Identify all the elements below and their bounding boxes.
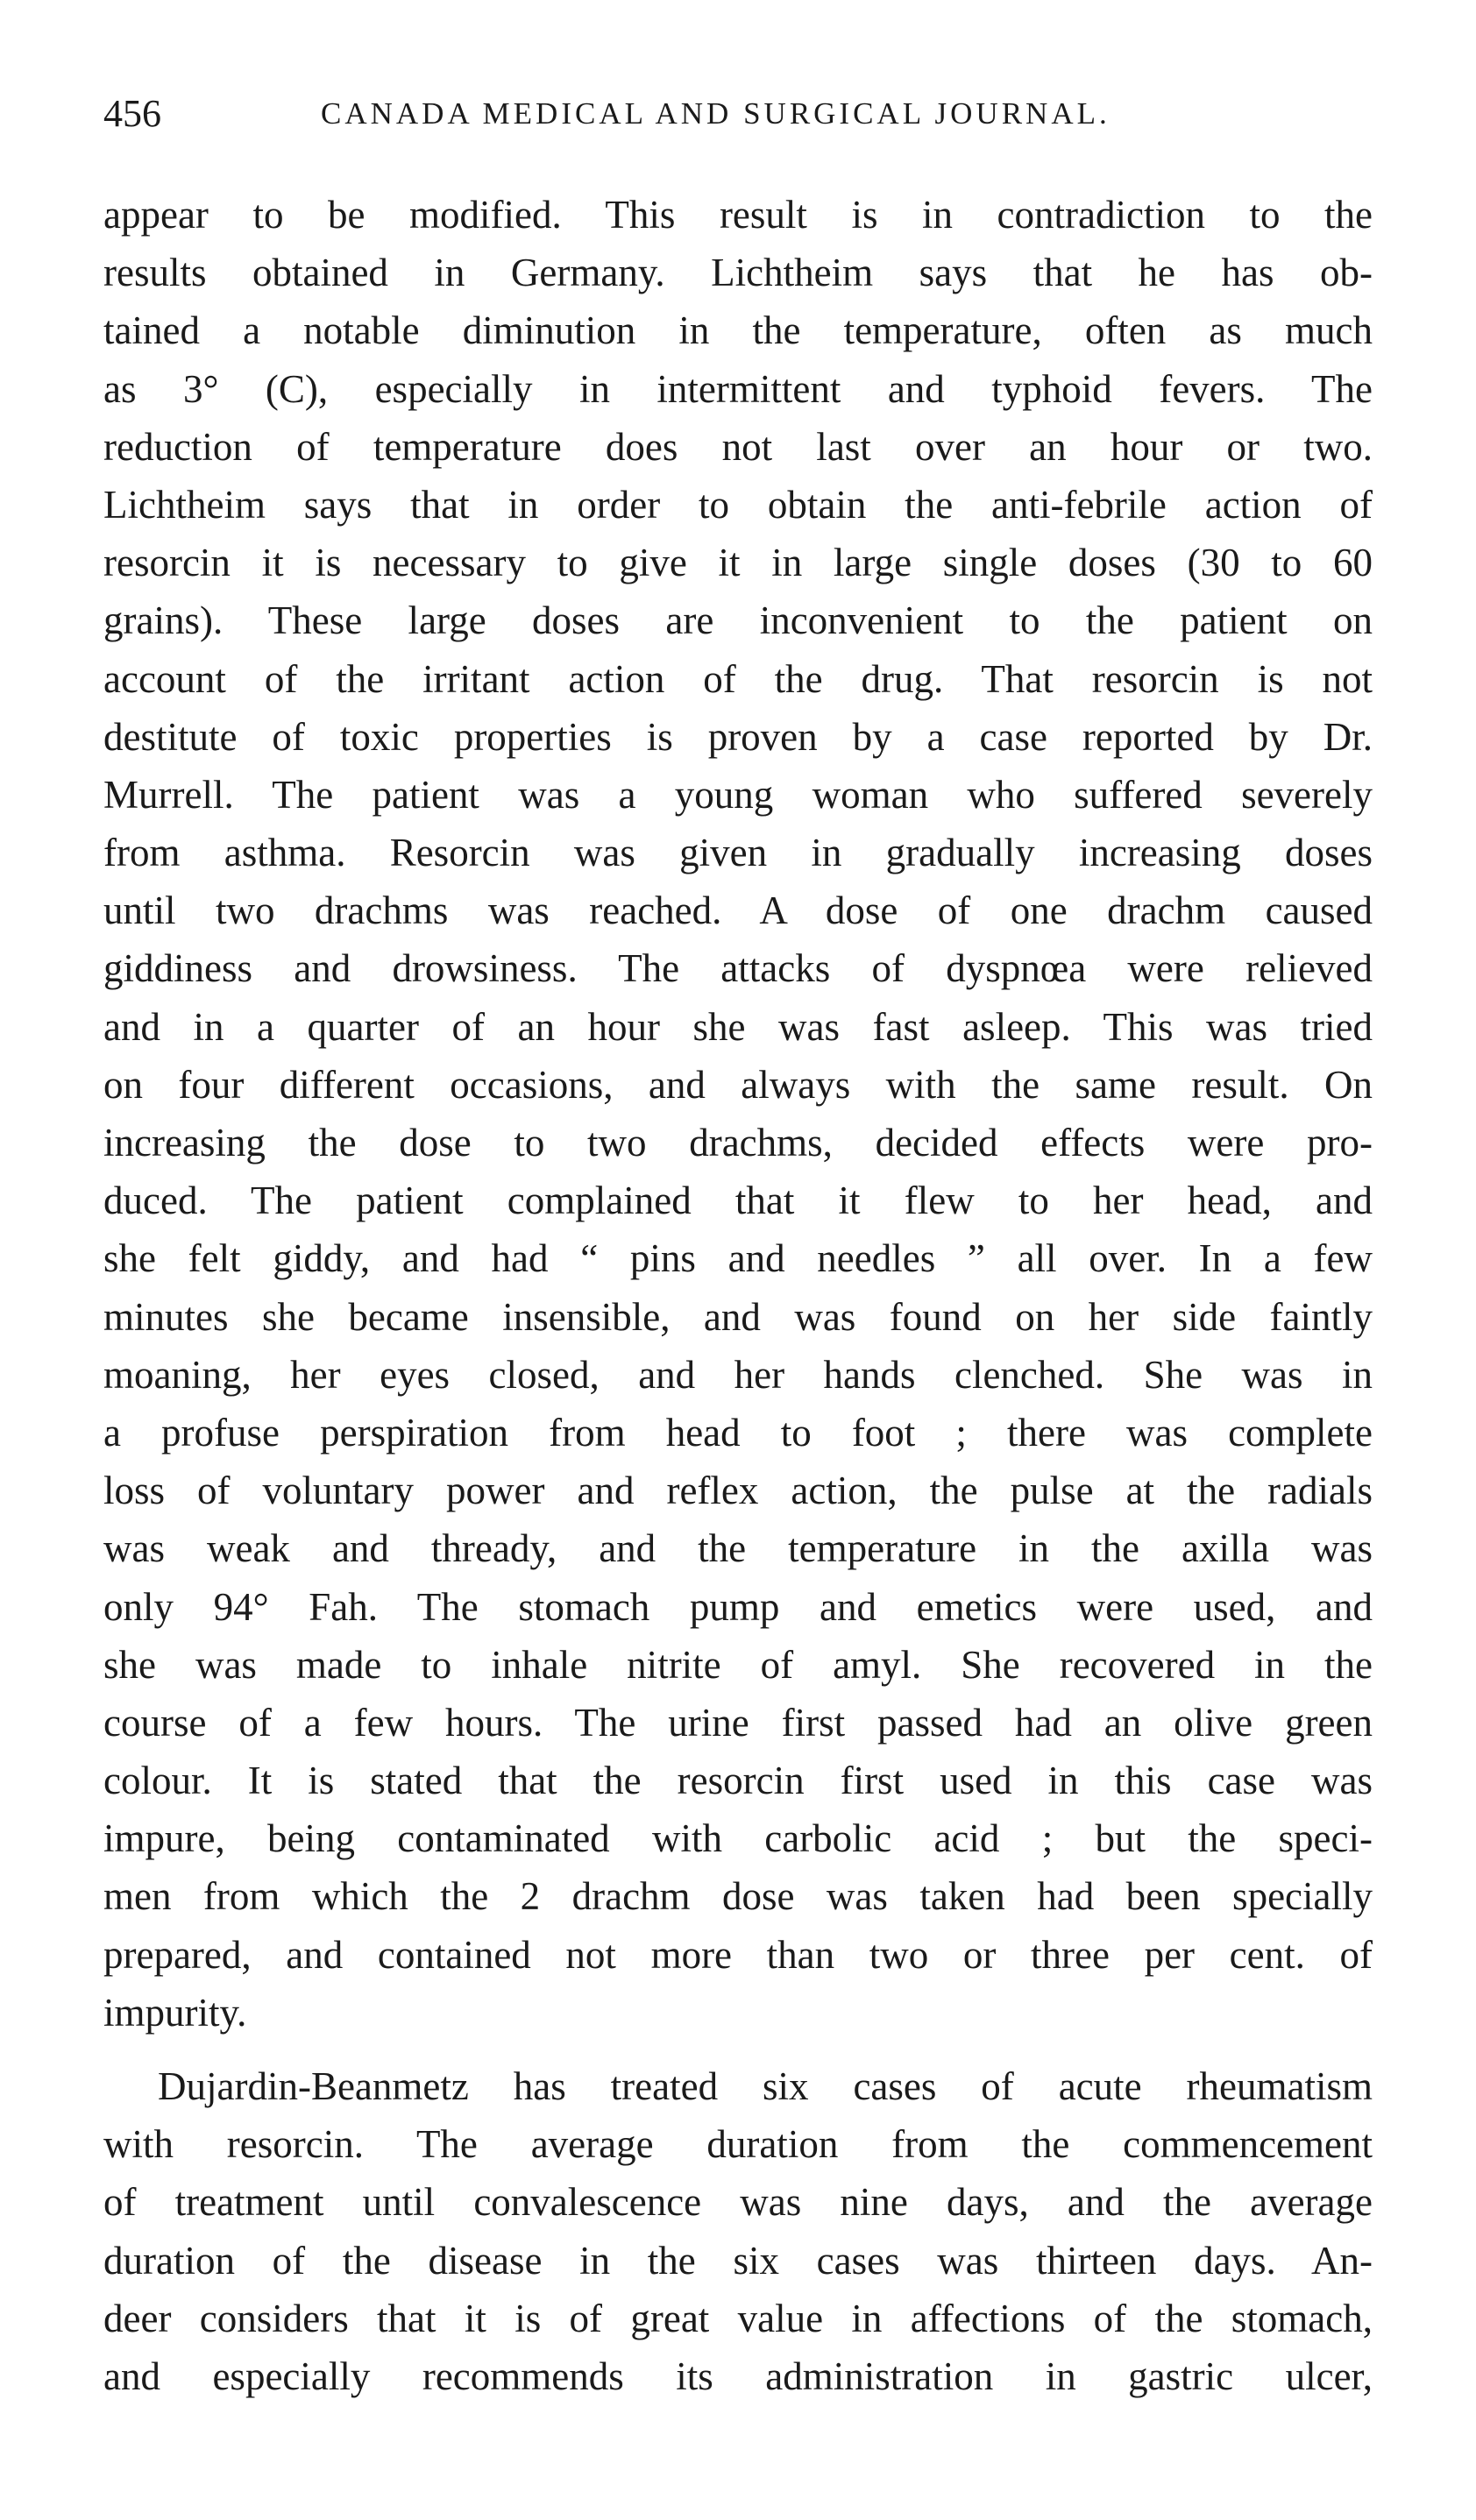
text-line: duration of the disease in the six cases was thirteen days. An- xyxy=(103,2238,1373,2283)
text-line: course of a few hours. The urine first passed had an olive green xyxy=(103,1700,1373,1745)
text-line: Lichtheim says that in order to obtain the anti-febrile action of xyxy=(103,482,1373,527)
text-line: Dujardin-Beanmetz has treated six cases of acute rheumatism xyxy=(158,2064,1373,2108)
text-line: she was made to inhale nitrite of amyl. She recovered in the xyxy=(103,1642,1373,1687)
text-line: giddiness and drowsiness. The attacks of dyspnœa were relieved xyxy=(103,946,1373,991)
text-line: grains). These large doses are inconvenient to the patient on xyxy=(103,598,1373,643)
paragraph-1 xyxy=(103,186,1373,2042)
text-line: on four different occasions, and always with the same result. On xyxy=(103,1062,1373,1107)
body-text xyxy=(103,186,1373,2405)
text-line: duced. The patient complained that it flew to her head, and xyxy=(103,1179,1373,1223)
text-line: deer considers that it is of great value in affections of the stomach, xyxy=(103,2296,1373,2340)
paragraph-2 xyxy=(103,2057,1373,2405)
text-line: of treatment until convalescence was nine days, and the average xyxy=(103,2180,1373,2225)
text-line: appear to be modified. This result is in contradiction to the xyxy=(103,193,1373,237)
text-line: she felt giddy, and had “ pins and needles ” all over. In a few xyxy=(103,1236,1373,1281)
text-line: a profuse perspiration from head to foot ; there was complete xyxy=(103,1410,1373,1455)
page-number: 456 xyxy=(103,92,161,135)
text-line: only 94° Fah. The stomach pump and emetics were used, and xyxy=(103,1584,1373,1629)
text-line: Murrell. The patient was a young woman who suffered severely xyxy=(103,772,1373,817)
text-line: prepared, and contained not more than two or three per cent. of xyxy=(103,1932,1373,1977)
text-line: minutes she became insensible, and was found on her side faintly xyxy=(103,1294,1373,1339)
text-line: impure, being contaminated with carbolic acid ; but the speci- xyxy=(103,1816,1373,1861)
text-line: was weak and thready, and the temperature in the axilla was xyxy=(103,1526,1373,1571)
text-line: results obtained in Germany. Lichtheim says that he has ob- xyxy=(103,251,1373,295)
text-line: from asthma. Resorcin was given in gradually increasing doses xyxy=(103,831,1373,875)
text-line: increasing the dose to two drachms, decided effects were pro- xyxy=(103,1121,1373,1164)
text-line: loss of voluntary power and reflex action, the pulse at the radials xyxy=(103,1469,1373,1513)
text-line: account of the irritant action of the drug. That resorcin is not xyxy=(103,656,1373,701)
text-line: and especially recommends its administration in gastric ulcer, xyxy=(103,2354,1373,2398)
page-header xyxy=(103,88,1409,140)
paragraph-spacer xyxy=(103,2042,1373,2057)
text-line: moaning, her eyes closed, and her hands clenched. She was in xyxy=(103,1352,1373,1397)
text-line: impurity. xyxy=(103,1990,247,2035)
running-head: CANADA MEDICAL AND SURGICAL JOURNAL. xyxy=(321,96,1111,131)
text-line: resorcin it is necessary to give it in large single doses (30 to 60 xyxy=(103,541,1373,585)
text-line: reduction of temperature does not last over an hour or two. xyxy=(103,424,1373,469)
text-line: with resorcin. The average duration from the commencement xyxy=(103,2122,1373,2167)
text-line: and in a quarter of an hour she was fast asleep. This was tried xyxy=(103,1004,1373,1049)
text-line: men from which the 2 drachm dose was taken had been specially xyxy=(103,1874,1373,1919)
text-line: colour. It is stated that the resorcin first used in this case was xyxy=(103,1759,1373,1803)
text-line: tained a notable diminution in the temperature, often as much xyxy=(103,308,1373,353)
text-line: until two drachms was reached. A dose of one drachm caused xyxy=(103,888,1373,933)
text-line: as 3° (C), especially in intermittent and typhoid fevers. The xyxy=(103,366,1373,411)
text-line: destitute of toxic properties is proven by a case reported by Dr. xyxy=(103,714,1373,759)
